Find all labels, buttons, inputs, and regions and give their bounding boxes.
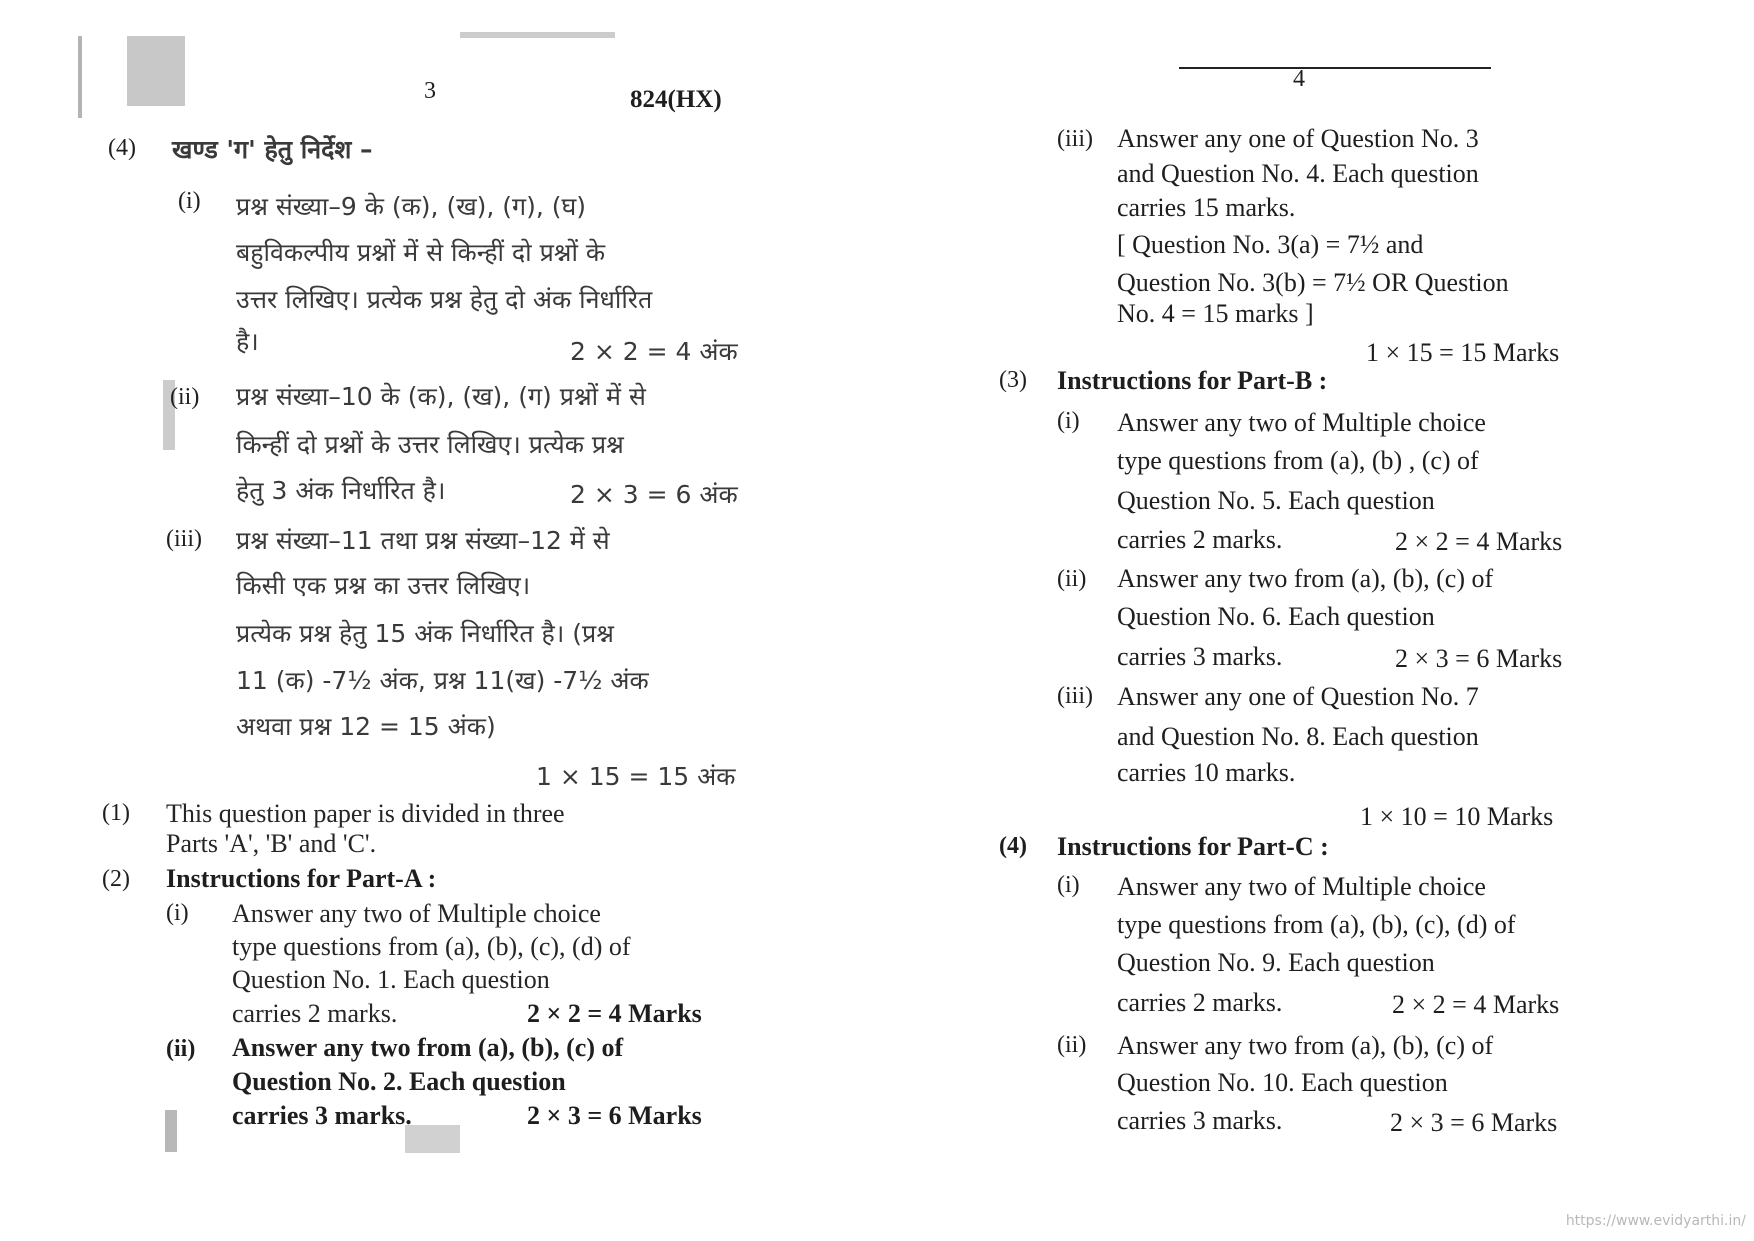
part-a-cont-line: and Question No. 4. Each question bbox=[1117, 159, 1479, 188]
part-b-item-line: Question No. 5. Each question bbox=[1117, 486, 1435, 515]
part-c-item-line: Answer any two of Multiple choice bbox=[1117, 872, 1486, 901]
part-b-marker: (3) bbox=[999, 367, 1027, 393]
hindi-item-line: हेतु 3 अंक निर्धारित है। bbox=[236, 476, 446, 505]
part-b-item-line: carries 3 marks. bbox=[1117, 642, 1283, 671]
part-c-marker: (4) bbox=[999, 833, 1027, 859]
part-a-cont-line: No. 4 = 15 marks ] bbox=[1117, 299, 1314, 328]
scan-streak bbox=[165, 1110, 177, 1152]
hindi-item-marks: 2 × 2 = 4 अंक bbox=[570, 337, 738, 366]
intro-line: This question paper is divided in three bbox=[166, 799, 565, 828]
header-rule bbox=[1179, 67, 1491, 69]
part-a-item-line: Answer any two from (a), (b), (c) of bbox=[232, 1033, 624, 1062]
part-b-item-line: Answer any two of Multiple choice bbox=[1117, 408, 1486, 437]
hindi-section-title: खण्ड 'ग' हेतु निर्देश – bbox=[172, 135, 373, 164]
scan-streak bbox=[460, 32, 615, 38]
part-a-cont-marks: 1 × 15 = 15 Marks bbox=[1366, 338, 1560, 367]
intro-line: Parts 'A', 'B' and 'C'. bbox=[166, 829, 377, 858]
hindi-item-marker: (ii) bbox=[170, 384, 200, 410]
part-a-item-line: carries 3 marks. bbox=[232, 1101, 412, 1130]
hindi-item-marks: 1 × 15 = 15 अंक bbox=[536, 762, 736, 791]
part-b-item-marks: 2 × 2 = 4 Marks bbox=[1395, 527, 1563, 556]
hindi-item-line: किन्हीं दो प्रश्नों के उत्तर लिखिए। प्रत्येक प्रश्न bbox=[236, 430, 624, 459]
part-b-item-line: carries 10 marks. bbox=[1117, 758, 1296, 787]
part-a-item-line: type questions from (a), (b), (c), (d) of bbox=[232, 932, 631, 961]
part-c-item-marks: 2 × 3 = 6 Marks bbox=[1390, 1108, 1558, 1137]
part-a-cont-marker: (iii) bbox=[1057, 126, 1093, 152]
part-b-item-marks: 1 × 10 = 10 Marks bbox=[1360, 802, 1554, 831]
part-b-item-line: carries 2 marks. bbox=[1117, 525, 1283, 554]
scan-streak bbox=[78, 36, 82, 118]
hindi-item-line: 11 (क) -7½ अंक, प्रश्न 11(ख) -7½ अंक bbox=[236, 666, 649, 695]
hindi-section-marker: (4) bbox=[108, 135, 136, 161]
right-page bbox=[877, 0, 1754, 1241]
part-c-item-line: Question No. 10. Each question bbox=[1117, 1068, 1448, 1097]
hindi-item-line: उत्तर लिखिए। प्रत्येक प्रश्न हेतु दो अंक निर्धारित bbox=[236, 285, 653, 314]
hindi-item-line: प्रश्न संख्या–11 तथा प्रश्न संख्या–12 में से bbox=[236, 526, 610, 555]
part-c-item-line: carries 3 marks. bbox=[1117, 1106, 1283, 1135]
part-b-item-line: Answer any two from (a), (b), (c) of bbox=[1117, 564, 1494, 593]
part-b-item-line: type questions from (a), (b) , (c) of bbox=[1117, 446, 1479, 475]
hindi-item-marker: (i) bbox=[178, 188, 201, 214]
part-c-item-line: type questions from (a), (b), (c), (d) of bbox=[1117, 910, 1516, 939]
part-c-item-marks: 2 × 2 = 4 Marks bbox=[1392, 990, 1560, 1019]
part-a-cont-line: Answer any one of Question No. 3 bbox=[1117, 124, 1479, 153]
hindi-item-line: प्रश्न संख्या–10 के (क), (ख), (ग) प्रश्नों में से bbox=[236, 382, 646, 411]
part-a-cont-line: [ Question No. 3(a) = 7½ and bbox=[1117, 230, 1424, 259]
part-a-item-marks: 2 × 2 = 4 Marks bbox=[527, 999, 702, 1028]
hindi-item-marker: (iii) bbox=[166, 526, 202, 552]
hindi-item-marks: 2 × 3 = 6 अंक bbox=[570, 480, 738, 509]
part-c-item-marker: (ii) bbox=[1057, 1032, 1087, 1058]
hindi-item-line: अथवा प्रश्न 12 = 15 अंक) bbox=[236, 712, 496, 741]
part-b-item-line: Question No. 6. Each question bbox=[1117, 602, 1435, 631]
part-a-item-marks: 2 × 3 = 6 Marks bbox=[527, 1101, 702, 1130]
hindi-item-line: बहुविकल्पीय प्रश्नों में से किन्हीं दो प्रश्नों के bbox=[236, 238, 606, 267]
part-b-item-line: Answer any one of Question No. 7 bbox=[1117, 682, 1479, 711]
paper-code: 824(HX) bbox=[630, 86, 722, 113]
part-b-heading: Instructions for Part-B : bbox=[1057, 366, 1328, 395]
hindi-item-line: प्रश्न संख्या–9 के (क), (ख), (ग), (घ) bbox=[236, 192, 587, 221]
part-c-item-line: carries 2 marks. bbox=[1117, 988, 1283, 1017]
scan-streak bbox=[127, 36, 185, 106]
part-a-heading: Instructions for Part-A : bbox=[166, 864, 437, 893]
part-a-cont-line: carries 15 marks. bbox=[1117, 193, 1296, 222]
scan-streak bbox=[405, 1125, 460, 1153]
part-b-item-marker: (i) bbox=[1057, 408, 1080, 434]
part-a-item-line: Question No. 2. Each question bbox=[232, 1067, 566, 1096]
part-b-item-line: and Question No. 8. Each question bbox=[1117, 722, 1479, 751]
part-a-marker: (2) bbox=[102, 866, 130, 892]
part-b-item-marker: (iii) bbox=[1057, 683, 1093, 709]
part-c-item-line: Question No. 9. Each question bbox=[1117, 948, 1435, 977]
part-a-item-line: carries 2 marks. bbox=[232, 999, 398, 1028]
part-b-item-marker: (ii) bbox=[1057, 566, 1087, 592]
part-c-item-marker: (i) bbox=[1057, 872, 1080, 898]
hindi-item-line: प्रत्येक प्रश्न हेतु 15 अंक निर्धारित है। (प्रश्न bbox=[236, 619, 614, 648]
hindi-item-line: किसी एक प्रश्न का उत्तर लिखिए। bbox=[236, 571, 531, 600]
part-c-heading: Instructions for Part-C : bbox=[1057, 832, 1329, 861]
watermark-url: https://www.evidyarthi.in/ bbox=[1565, 1213, 1746, 1229]
page-number: 4 bbox=[1293, 66, 1305, 92]
part-a-cont-line: Question No. 3(b) = 7½ OR Question bbox=[1117, 268, 1509, 297]
hindi-item-line: है। bbox=[236, 327, 259, 356]
part-c-item-line: Answer any two from (a), (b), (c) of bbox=[1117, 1031, 1494, 1060]
part-b-item-marks: 2 × 3 = 6 Marks bbox=[1395, 644, 1563, 673]
page-number: 3 bbox=[424, 78, 436, 104]
intro-marker: (1) bbox=[102, 800, 130, 826]
part-a-item-line: Question No. 1. Each question bbox=[232, 965, 550, 994]
part-a-item-marker: (i) bbox=[166, 900, 189, 926]
part-a-item-line: Answer any two of Multiple choice bbox=[232, 899, 601, 928]
part-a-item-marker: (ii) bbox=[166, 1036, 196, 1062]
